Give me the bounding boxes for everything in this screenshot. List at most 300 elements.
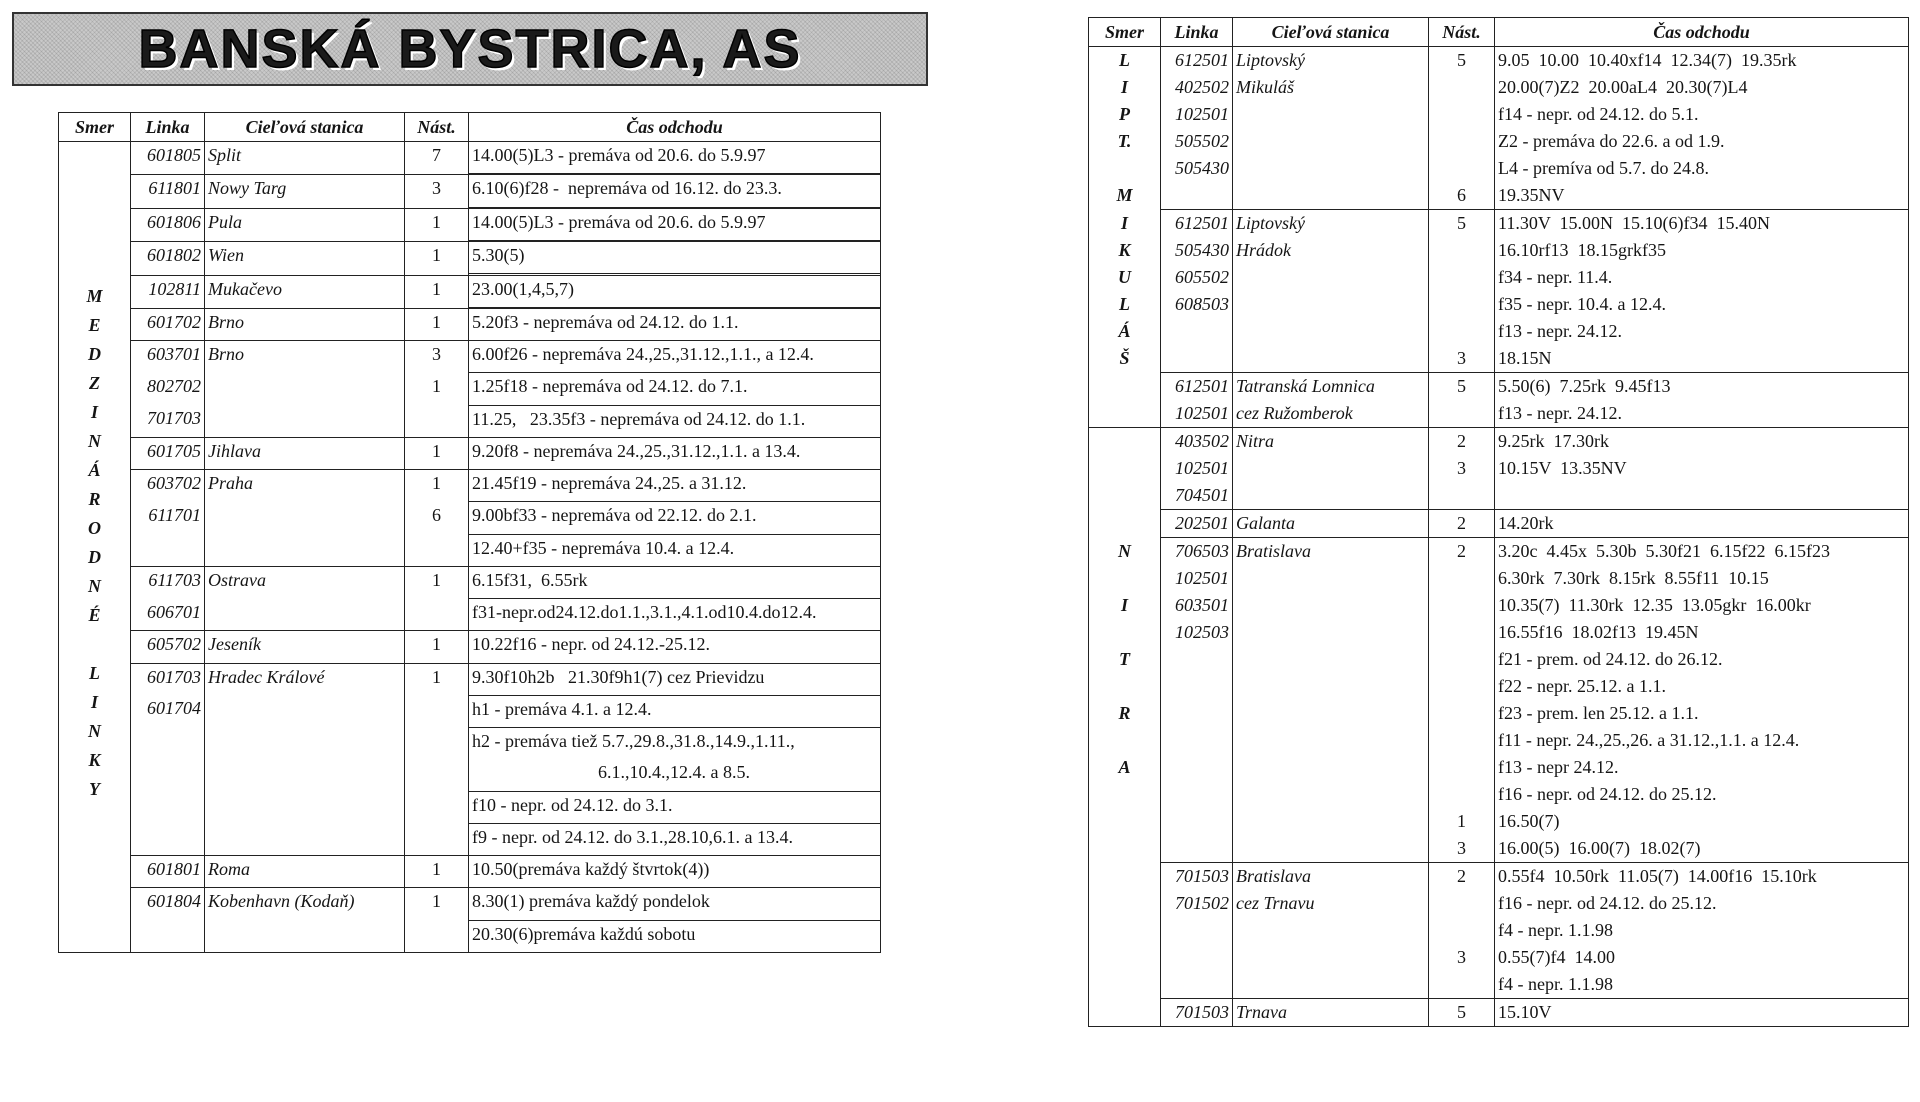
destination: Pula xyxy=(205,208,405,240)
direction-letter: I xyxy=(1089,74,1161,101)
direction-letter xyxy=(1089,944,1161,971)
table-row xyxy=(1089,455,1909,482)
line-number xyxy=(1161,781,1233,808)
platform: 1 xyxy=(1429,808,1495,835)
line-number: 601805 xyxy=(131,142,205,174)
direction-letter: O xyxy=(88,518,101,538)
departure-times: f23 - prem. len 25.12. a 1.1. xyxy=(1495,700,1909,727)
line-number: 802702 xyxy=(131,373,205,405)
direction-letter: D xyxy=(88,547,101,567)
line-number xyxy=(1161,182,1233,210)
platform xyxy=(1429,128,1495,155)
platform xyxy=(1429,646,1495,673)
table-row xyxy=(59,275,881,307)
line-number xyxy=(131,728,205,760)
departure-times: f35 - nepr. 10.4. a 12.4. xyxy=(1495,291,1909,318)
line-number: 701502 xyxy=(1161,890,1233,917)
line-number: 603701 xyxy=(131,341,205,373)
table-row xyxy=(59,599,881,631)
platform xyxy=(1429,619,1495,646)
platform: 1 xyxy=(405,208,469,240)
destination xyxy=(1233,182,1429,210)
destination xyxy=(205,920,405,952)
departure-times: 8.30(1) premáva každý pondelok xyxy=(469,888,881,920)
line-number: 601806 xyxy=(131,208,205,240)
destination: Brno xyxy=(205,341,405,373)
table-row xyxy=(1089,264,1909,291)
destination xyxy=(1233,264,1429,291)
line-number xyxy=(131,534,205,566)
platform: 3 xyxy=(1429,835,1495,863)
platform: 1 xyxy=(405,437,469,469)
direction-letter xyxy=(1089,808,1161,835)
table-row xyxy=(1089,237,1909,264)
destination xyxy=(1233,592,1429,619)
table-row xyxy=(1089,565,1909,592)
platform xyxy=(1429,592,1495,619)
destination xyxy=(1233,754,1429,781)
departure-times: 14.00(5)L3 - premáva od 20.6. do 5.9.97 xyxy=(469,208,881,240)
destination xyxy=(205,791,405,823)
departure-times: 16.00(5) 16.00(7) 18.02(7) xyxy=(1495,835,1909,863)
direction-letter: Z xyxy=(89,373,100,393)
line-number xyxy=(1161,917,1233,944)
departure-times: f11 - nepr. 24.,25.,26. a 31.12.,1.1. a 12.4. xyxy=(1495,727,1909,754)
destination xyxy=(1233,808,1429,835)
departure-times: 10.22f16 - nepr. od 24.12.-25.12. xyxy=(469,631,881,663)
line-number xyxy=(1161,754,1233,781)
header-cas: Čas odchodu xyxy=(469,113,881,142)
table-row xyxy=(1089,47,1909,75)
destination: Mukačevo xyxy=(205,275,405,307)
destination xyxy=(1233,727,1429,754)
table-row xyxy=(1089,155,1909,182)
direction-letter: E xyxy=(88,315,101,335)
line-number: 505502 xyxy=(1161,128,1233,155)
platform: 1 xyxy=(405,663,469,695)
line-number: 102811 xyxy=(131,275,205,307)
platform xyxy=(405,823,469,855)
direction-letter: M xyxy=(86,286,103,306)
direction-letter: T xyxy=(1089,646,1161,673)
platform: 3 xyxy=(405,175,469,207)
line-number: 611703 xyxy=(131,566,205,598)
timetable-international xyxy=(58,112,881,953)
destination: cez Ružomberok xyxy=(1233,400,1429,428)
destination xyxy=(1233,673,1429,700)
departure-times: 3.20c 4.45x 5.30b 5.30f21 6.15f22 6.15f23 xyxy=(1495,538,1909,566)
platform xyxy=(1429,727,1495,754)
departure-times: f22 - nepr. 25.12. a 1.1. xyxy=(1495,673,1909,700)
direction-letter: I xyxy=(1089,210,1161,238)
table-row xyxy=(1089,318,1909,345)
platform: 2 xyxy=(1429,428,1495,456)
table-row xyxy=(1089,835,1909,863)
line-number xyxy=(131,791,205,823)
line-number: 608503 xyxy=(1161,291,1233,318)
table-row xyxy=(59,856,881,888)
destination: Bratislava xyxy=(1233,863,1429,891)
departure-times: 11.30V 15.00N 15.10(6)f34 15.40N xyxy=(1495,210,1909,238)
line-number: 601801 xyxy=(131,856,205,888)
destination xyxy=(205,405,405,437)
direction-letter xyxy=(1089,619,1161,646)
destination: cez Trnavu xyxy=(1233,890,1429,917)
platform: 2 xyxy=(1429,510,1495,538)
departure-times: f9 - nepr. od 24.12. do 3.1.,28.10,6.1. a 13.4. xyxy=(469,823,881,855)
platform: 1 xyxy=(405,242,469,274)
platform xyxy=(1429,155,1495,182)
table-row xyxy=(59,175,881,207)
platform: 2 xyxy=(1429,863,1495,891)
departure-times: f14 - nepr. od 24.12. do 5.1. xyxy=(1495,101,1909,128)
platform xyxy=(1429,291,1495,318)
header-cas: Čas odchodu xyxy=(1495,18,1909,47)
direction-letter xyxy=(1089,999,1161,1027)
direction-letter: I xyxy=(1089,592,1161,619)
platform: 1 xyxy=(405,373,469,405)
table-row xyxy=(1089,999,1909,1027)
platform: 1 xyxy=(405,275,469,307)
table-row xyxy=(59,373,881,405)
direction-letter: U xyxy=(1089,264,1161,291)
destination: Mikuláš xyxy=(1233,74,1429,101)
platform: 6 xyxy=(405,502,469,534)
platform: 5 xyxy=(1429,47,1495,75)
destination: Jeseník xyxy=(205,631,405,663)
platform: 1 xyxy=(405,308,469,340)
line-number: 612501 xyxy=(1161,373,1233,401)
table-header xyxy=(1089,18,1909,47)
departure-times: 20.00(7)Z2 20.00aL4 20.30(7)L4 xyxy=(1495,74,1909,101)
destination: Liptovský xyxy=(1233,47,1429,75)
direction-cell xyxy=(59,142,131,953)
departure-times: f10 - nepr. od 24.12. do 3.1. xyxy=(469,791,881,823)
direction-letter xyxy=(59,630,130,659)
departure-times: 21.45f19 - nepremáva 24.,25. a 31.12. xyxy=(469,470,881,502)
departure-times: Z2 - premáva do 22.6. a od 1.9. xyxy=(1495,128,1909,155)
direction-letter xyxy=(1089,890,1161,917)
line-number xyxy=(1161,971,1233,999)
departure-times: 15.10V xyxy=(1495,999,1909,1027)
direction-letter xyxy=(1089,565,1161,592)
platform xyxy=(405,759,469,791)
line-number: 611801 xyxy=(131,175,205,207)
direction-letter: N xyxy=(88,576,101,596)
platform: 1 xyxy=(405,888,469,920)
direction-letter: N xyxy=(1089,538,1161,566)
destination xyxy=(1233,155,1429,182)
line-number: 102503 xyxy=(1161,619,1233,646)
departure-times: 9.30f10h2b 21.30f9h1(7) cez Prievidzu xyxy=(469,663,881,695)
departure-times: f13 - nepr 24.12. xyxy=(1495,754,1909,781)
line-number xyxy=(1161,835,1233,863)
direction-letter xyxy=(1089,455,1161,482)
line-number xyxy=(1161,318,1233,345)
departure-times: 16.55f16 18.02f13 19.45N xyxy=(1495,619,1909,646)
departure-times: 6.15f31, 6.55rk xyxy=(469,566,881,598)
platform xyxy=(1429,264,1495,291)
platform xyxy=(1429,971,1495,999)
platform xyxy=(405,534,469,566)
destination xyxy=(205,823,405,855)
table-row xyxy=(59,695,881,727)
line-number: 505430 xyxy=(1161,155,1233,182)
line-number: 605502 xyxy=(1161,264,1233,291)
line-number: 603702 xyxy=(131,470,205,502)
table-row xyxy=(59,470,881,502)
direction-letter: P xyxy=(1089,101,1161,128)
departure-times: 6.30rk 7.30rk 8.15rk 8.55f11 10.15 xyxy=(1495,565,1909,592)
direction-letter xyxy=(1089,428,1161,456)
departure-times: f34 - nepr. 11.4. xyxy=(1495,264,1909,291)
table-row xyxy=(59,920,881,952)
platform xyxy=(405,405,469,437)
destination: Tatranská Lomnica xyxy=(1233,373,1429,401)
platform xyxy=(405,920,469,952)
line-number: 701703 xyxy=(131,405,205,437)
destination xyxy=(1233,944,1429,971)
destination xyxy=(205,599,405,631)
line-number xyxy=(1161,944,1233,971)
line-number: 706503 xyxy=(1161,538,1233,566)
header-stanica: Cieľová stanica xyxy=(205,113,405,142)
destination xyxy=(1233,291,1429,318)
table-row xyxy=(59,759,881,791)
table-row xyxy=(1089,944,1909,971)
destination: Kobenhavn (Kodaň) xyxy=(205,888,405,920)
table-row xyxy=(1089,74,1909,101)
direction-letter: Š xyxy=(1089,345,1161,373)
timetable-domestic xyxy=(1088,17,1909,1027)
table-row xyxy=(59,341,881,373)
table-row xyxy=(1089,592,1909,619)
line-number: 403502 xyxy=(1161,428,1233,456)
platform: 3 xyxy=(1429,455,1495,482)
departure-times: f31-nepr.od24.12.do1.1.,3.1.,4.1.od10.4.do12.4. xyxy=(469,599,881,631)
platform: 2 xyxy=(1429,538,1495,566)
header-nast: Nást. xyxy=(1429,18,1495,47)
platform xyxy=(405,695,469,727)
line-number xyxy=(1161,700,1233,727)
destination xyxy=(1233,455,1429,482)
table-row xyxy=(59,888,881,920)
platform xyxy=(1429,400,1495,428)
table-row xyxy=(59,437,881,469)
platform xyxy=(1429,673,1495,700)
table-row xyxy=(1089,727,1909,754)
table-row xyxy=(1089,345,1909,373)
direction-letter xyxy=(1089,917,1161,944)
destination: Roma xyxy=(205,856,405,888)
departure-times: 10.35(7) 11.30rk 12.35 13.05gkr 16.00kr xyxy=(1495,592,1909,619)
table-row xyxy=(1089,781,1909,808)
line-number xyxy=(131,759,205,791)
destination: Nitra xyxy=(1233,428,1429,456)
table-row xyxy=(59,728,881,760)
direction-letter: N xyxy=(88,431,101,451)
departure-times: f16 - nepr. od 24.12. do 25.12. xyxy=(1495,890,1909,917)
destination xyxy=(1233,101,1429,128)
destination: Ostrava xyxy=(205,566,405,598)
departure-times: 12.40+f35 - nepremáva 10.4. a 12.4. xyxy=(469,534,881,566)
departure-times: 16.10rf13 18.15grkf35 xyxy=(1495,237,1909,264)
header-stanica: Cieľová stanica xyxy=(1233,18,1429,47)
platform: 6 xyxy=(1429,182,1495,210)
departure-times: 11.25, 23.35f3 - nepremáva od 24.12. do 1.1. xyxy=(469,405,881,437)
platform xyxy=(405,728,469,760)
departure-times: f13 - nepr. 24.12. xyxy=(1495,400,1909,428)
platform xyxy=(1429,482,1495,510)
departure-times: 0.55f4 10.50rk 11.05(7) 14.00f16 15.10rk xyxy=(1495,863,1909,891)
destination: Trnava xyxy=(1233,999,1429,1027)
table-row xyxy=(59,534,881,566)
line-number: 102501 xyxy=(1161,101,1233,128)
table-row xyxy=(1089,673,1909,700)
line-number: 704501 xyxy=(1161,482,1233,510)
destination xyxy=(1233,700,1429,727)
line-number: 402502 xyxy=(1161,74,1233,101)
line-number xyxy=(1161,727,1233,754)
platform xyxy=(1429,890,1495,917)
header-nast: Nást. xyxy=(405,113,469,142)
destination xyxy=(1233,971,1429,999)
direction-letter: É xyxy=(88,605,101,625)
departure-times: 9.25rk 17.30rk xyxy=(1495,428,1909,456)
line-number: 701503 xyxy=(1161,863,1233,891)
table-row xyxy=(59,208,881,240)
platform xyxy=(405,791,469,823)
departure-times: 9.20f8 - nepremáva 24.,25.,31.12.,1.1. a 13.4. xyxy=(469,437,881,469)
platform xyxy=(1429,565,1495,592)
departure-times: 6.1.,10.4.,12.4. a 8.5. xyxy=(469,759,881,791)
platform: 5 xyxy=(1429,210,1495,238)
destination xyxy=(205,728,405,760)
line-number: 612501 xyxy=(1161,210,1233,238)
departure-times xyxy=(1495,482,1909,510)
title-banner xyxy=(12,12,928,86)
direction-letter xyxy=(1089,971,1161,999)
line-number xyxy=(1161,646,1233,673)
departure-times: 14.20rk xyxy=(1495,510,1909,538)
direction-letter xyxy=(1089,155,1161,182)
direction-letter: L xyxy=(1089,47,1161,75)
table-row xyxy=(1089,101,1909,128)
line-number: 603501 xyxy=(1161,592,1233,619)
departure-times: f4 - nepr. 1.1.98 xyxy=(1495,917,1909,944)
direction-letter: D xyxy=(88,344,101,364)
line-number: 606701 xyxy=(131,599,205,631)
direction-letter: L xyxy=(89,663,100,683)
header-smer: Smer xyxy=(1089,18,1161,47)
departure-times: f16 - nepr. od 24.12. do 25.12. xyxy=(1495,781,1909,808)
departure-times: h1 - premáva 4.1. a 12.4. xyxy=(469,695,881,727)
platform xyxy=(1429,101,1495,128)
table-row xyxy=(1089,971,1909,999)
line-number xyxy=(1161,808,1233,835)
table-row xyxy=(1089,646,1909,673)
platform xyxy=(405,599,469,631)
departure-times: 10.15V 13.35NV xyxy=(1495,455,1909,482)
direction-letter: N xyxy=(88,721,101,741)
departure-times: 6.00f26 - nepremáva 24.,25.,31.12.,1.1., a 12.4. xyxy=(469,341,881,373)
departure-times: 5.30(5) xyxy=(469,242,881,274)
departure-times: 5.20f3 - nepremáva od 24.12. do 1.1. xyxy=(469,308,881,340)
direction-letter xyxy=(1089,510,1161,538)
direction-letter: I xyxy=(90,692,98,712)
direction-letter: K xyxy=(1089,237,1161,264)
direction-letter xyxy=(1089,673,1161,700)
platform xyxy=(1429,74,1495,101)
destination xyxy=(1233,917,1429,944)
line-number xyxy=(131,920,205,952)
table-row xyxy=(1089,808,1909,835)
direction-letter: L xyxy=(1089,291,1161,318)
destination xyxy=(205,759,405,791)
departure-times: 9.00bf33 - nepremáva od 22.12. do 2.1. xyxy=(469,502,881,534)
line-number: 102501 xyxy=(1161,455,1233,482)
destination: Split xyxy=(205,142,405,174)
departure-times: 0.55(7)f4 14.00 xyxy=(1495,944,1909,971)
table-row xyxy=(59,405,881,437)
direction-letter: Y xyxy=(89,779,100,799)
departure-times: f21 - prem. od 24.12. do 26.12. xyxy=(1495,646,1909,673)
line-number: 601705 xyxy=(131,437,205,469)
table-row xyxy=(1089,510,1909,538)
destination xyxy=(205,534,405,566)
departure-times: 10.50(premáva každý štvrtok(4)) xyxy=(469,856,881,888)
line-number xyxy=(1161,673,1233,700)
platform: 7 xyxy=(405,142,469,174)
destination xyxy=(1233,619,1429,646)
table-row xyxy=(59,502,881,534)
direction-letter xyxy=(1089,863,1161,891)
departure-times: 6.10(6)f28 - nepremáva od 16.12. do 23.3. xyxy=(469,175,881,207)
table-row xyxy=(59,631,881,663)
table-row xyxy=(59,663,881,695)
departure-times: 23.00(1,4,5,7) xyxy=(469,275,881,307)
table-row xyxy=(1089,890,1909,917)
platform: 1 xyxy=(405,470,469,502)
departure-times: 14.00(5)L3 - premáva od 20.6. do 5.9.97 xyxy=(469,142,881,174)
destination: Hradec Králové xyxy=(205,663,405,695)
line-number xyxy=(1161,345,1233,373)
platform xyxy=(1429,917,1495,944)
table-row xyxy=(1089,917,1909,944)
direction-letter: I xyxy=(90,402,98,422)
platform: 5 xyxy=(1429,999,1495,1027)
table-row xyxy=(1089,538,1909,566)
table-row xyxy=(1089,291,1909,318)
table-row xyxy=(1089,863,1909,891)
direction-letter: R xyxy=(1089,700,1161,727)
line-number: 601702 xyxy=(131,308,205,340)
destination: Jihlava xyxy=(205,437,405,469)
line-number: 102501 xyxy=(1161,400,1233,428)
destination: Wien xyxy=(205,242,405,274)
departure-times: f4 - nepr. 1.1.98 xyxy=(1495,971,1909,999)
platform xyxy=(1429,237,1495,264)
destination: Brno xyxy=(205,308,405,340)
header-linka: Linka xyxy=(131,113,205,142)
platform: 3 xyxy=(1429,345,1495,373)
line-number: 102501 xyxy=(1161,565,1233,592)
direction-letter: A xyxy=(1089,754,1161,781)
table-row xyxy=(1089,754,1909,781)
table-header xyxy=(59,113,881,142)
destination: Bratislava xyxy=(1233,538,1429,566)
direction-letter xyxy=(1089,482,1161,510)
